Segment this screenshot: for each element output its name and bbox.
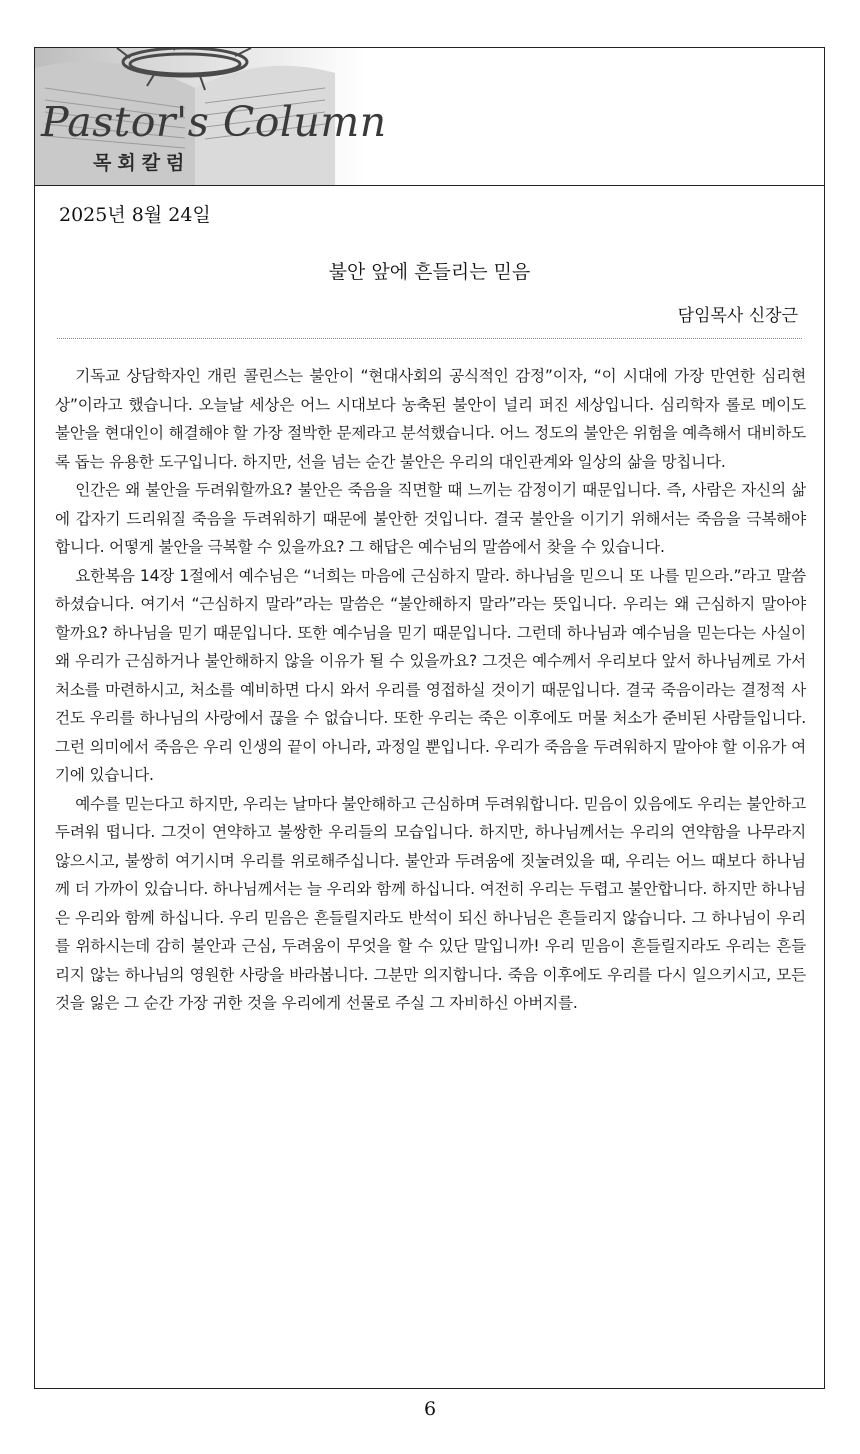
page-number: 6 xyxy=(423,1398,437,1420)
column-banner xyxy=(35,48,824,186)
article-author: 담임목사 신장근 xyxy=(677,306,798,326)
article-body xyxy=(55,362,806,1018)
article-paragraph: 기독교 상담학자인 개린 콜린스는 불안이 “현대사회의 공식적인 감정”이자, “이 시대에 가장 만연한 심리현상”이라고 했습니다. 오늘날 세상은 어느 시대보다 농축된 불안이 널리 퍼진 세상입니다. 심리학자 롤로 메이도 불안을 현대인이 해결해야 할 가장 절박한 문제라고 분석했습니다. 어느 정도의 불안은 위험을 예측해서 대비하도록 돕는 유용한 도구입니다. 하지만, 선을 넘는 순간 불안은 우리의 대인관계와 일상의 삶을 망칩니다. xyxy=(55,367,806,471)
column-date: 2025년 8월 24일 xyxy=(59,204,211,226)
article-title: 불안 앞에 흔들리는 믿음 xyxy=(328,261,531,283)
column-frame xyxy=(34,47,825,1389)
dotted-divider xyxy=(57,338,802,339)
column-subtitle: 목회칼럼 xyxy=(93,152,191,174)
article-paragraph: 예수를 믿는다고 하지만, 우리는 날마다 불안해하고 근심하며 두려워합니다. 믿음이 있음에도 우리는 불안하고 두려워 떱니다. 그것이 연약하고 불쌍한 우리들의 모습입니다. 하지만, 하나님께서는 우리의 연약함을 나무라지 않으시고, 불쌍히 여기시며 우리를 위로해주십니다. 불안과 두려움에 짓눌려있을 때, 우리는 어느 때보다 하나님께 더 가까이 있습니다. 하나님께서는 늘 우리와 함께 하십니다. 여전히 우리는 두렵고 불안합니다. 하지만 하나님은 우리와 함께 하십니다. 우리 믿음은 흔들릴지라도 반석이 되신 하나님은 흔들리지 않습니다. 그 하나님이 우리를 위하시는데 감히 불안과 근심, 두려움이 무엇을 할 수 있단 말입니까! 우리 믿음이 흔들릴지라도 우리는 흔들리지 않는 하나님의 영원한 사랑을 바라봅니다. 그분만 의지합니다. 죽음 이후에도 우리를 다시 일으키시고, 모든 것을 잃은 그 순간 가장 귀한 것을 우리에게 선물로 주실 그 자비하신 아버지를. xyxy=(55,794,806,1012)
column-title: Pastor's Column xyxy=(41,98,387,146)
article-paragraph: 요한복음 14장 1절에서 예수님은 “너희는 마음에 근심하지 말라. 하나님을 믿으니 또 나를 믿으라.”라고 말씀하셨습니다. 여기서 “근심하지 말라”라는 말씀은 “불안해하지 말라”라는 뜻입니다. 우리는 왜 근심하지 말아야 할까요? 하나님을 믿기 때문입니다. 또한 예수님을 믿기 때문입니다. 그런데 하나님과 예수님을 믿는다는 사실이 왜 우리가 근심하거나 불안해하지 않을 이유가 될 수 있을까요? 그것은 예수께서 우리보다 앞서 하나님께로 가서 처소를 마련하시고, 처소를 예비하면 다시 와서 우리를 영접하실 것이기 때문입니다. 결국 죽음이라는 결정적 사건도 우리를 하나님의 사랑에서 끊을 수 없습니다. 또한 우리는 죽은 이후에도 머물 처소가 준비된 사람들입니다. 그런 의미에서 죽음은 우리 인생의 끝이 아니라, 과정일 뿐입니다. 우리가 죽음을 두려워하지 말아야 할 이유가 여기에 있습니다. xyxy=(55,566,806,784)
article-paragraph: 인간은 왜 불안을 두려워할까요? 불안은 죽음을 직면할 때 느끼는 감정이기 때문입니다. 즉, 사람은 자신의 삶에 갑자기 드리워질 죽음을 두려워하기 때문에 불안한 것입니다. 결국 불안을 이기기 위해서는 죽음을 극복해야 합니다. 어떻게 불안을 극복할 수 있을까요? 그 해답은 예수님의 말씀에서 찾을 수 있습니다. xyxy=(55,481,806,556)
